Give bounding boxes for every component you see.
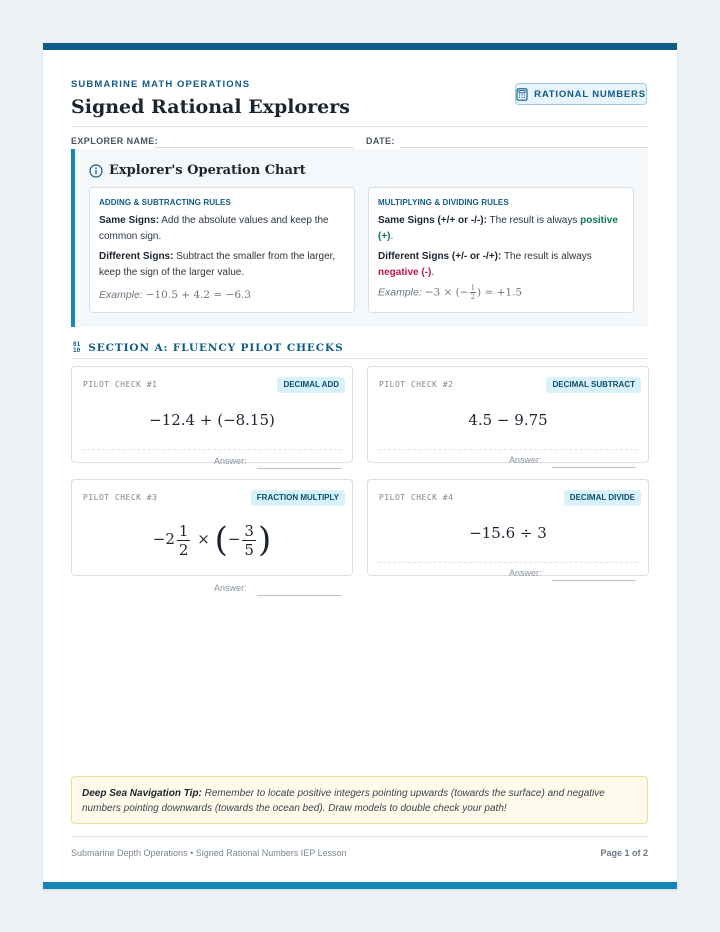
footer-lesson-title: Submarine Depth Operations • Signed Rational Numbers IEP Lesson	[71, 848, 347, 858]
mul-div-diff-rule: Different Signs (+/- or -/+): The result is always negative (-).	[378, 251, 592, 278]
tip-text: Remember to locate positive integers pointing upwards (towards the surface) and negative numbers pointing downwards (towards the ocean bed). Draw models to double check your path!	[82, 788, 605, 814]
section-a-divider	[71, 358, 648, 359]
answer-label-2: Answer:	[509, 455, 542, 465]
topic-badge-label: RATIONAL NUMBERS	[534, 88, 646, 100]
answer-divider	[378, 562, 638, 563]
pilot-check-card-1	[71, 366, 353, 463]
add-sub-example-label: Example:	[99, 289, 143, 301]
add-sub-same-text: Add the absolute values and keep the common sign.	[99, 215, 329, 242]
mixed-denominator: 2	[178, 540, 189, 559]
pilot-check-number: PILOT CHECK #2	[379, 380, 454, 389]
positive-result: positive (+)	[378, 215, 618, 242]
pilot-check-card-3	[71, 479, 353, 576]
date-label: DATE:	[366, 136, 395, 146]
add-sub-diff-text: Subtract the smaller from the larger, keep the sign of the larger value.	[99, 251, 336, 278]
left-paren: (	[214, 520, 228, 560]
info-icon	[89, 164, 103, 178]
worksheet-page	[43, 43, 677, 889]
mixed-numerator: 1	[178, 521, 189, 540]
explorer-name-label: EXPLORER NAME:	[71, 136, 159, 146]
answer-field-1[interactable]	[257, 468, 341, 469]
fraction-denominator: 5	[244, 540, 254, 559]
topic-badge	[515, 83, 647, 105]
tip-label: Deep Sea Navigation Tip:	[82, 788, 202, 799]
add-sub-same-rule	[99, 213, 345, 245]
add-sub-same-label: Same Signs:	[99, 215, 160, 226]
pilot-check-tag: DECIMAL DIVIDE	[564, 490, 641, 506]
mul-div-example-post: ) = +1.5	[477, 286, 523, 299]
mul-div-example-fraction	[470, 284, 476, 301]
operation-chart-title: Explorer's Operation Chart	[109, 163, 306, 178]
navigation-tip	[71, 776, 648, 824]
answer-divider	[82, 449, 342, 450]
answer-field-4[interactable]	[552, 580, 636, 581]
pilot-check-tag: DECIMAL ADD	[277, 377, 345, 393]
pilot-check-expression	[72, 520, 352, 560]
mul-div-same-label: Same Signs (+/+ or -/-):	[378, 215, 487, 226]
mul-div-same-text: The result is always	[489, 215, 578, 226]
page-number: Page 1 of 2	[600, 848, 648, 858]
operation-chart-header	[89, 163, 306, 178]
pilot-check-number: PILOT CHECK #4	[379, 493, 454, 502]
pilot-check-number: PILOT CHECK #1	[83, 380, 158, 389]
top-accent-bar	[43, 43, 677, 50]
mul-div-example-pre: −3 × (−	[424, 286, 469, 299]
header-kicker: SUBMARINE MATH OPERATIONS	[71, 79, 251, 90]
pilot-check-expression: −12.4 + (−8.15)	[149, 411, 275, 429]
answer-label-1: Answer:	[214, 456, 247, 466]
add-sub-example	[99, 289, 251, 301]
calculator-icon	[516, 88, 528, 101]
page-title: Signed Rational Explorers	[71, 96, 350, 118]
mul-div-example	[378, 284, 522, 301]
answer-divider	[378, 449, 638, 450]
bottom-accent-bar	[43, 882, 677, 889]
pilot-check-card-4	[367, 479, 649, 576]
pilot-check-expression: 4.5 − 9.75	[468, 411, 548, 429]
negative-sign: −	[227, 530, 241, 548]
mul-div-rules-card	[368, 187, 634, 313]
mixed-whole: −2	[152, 530, 175, 548]
mul-div-heading: MULTIPLYING & DIVIDING RULES	[378, 198, 509, 207]
add-sub-diff-label: Different Signs:	[99, 251, 174, 262]
mul-div-example-label: Example:	[378, 286, 422, 299]
fraction	[242, 522, 256, 559]
mul-div-same-rule: Same Signs (+/+ or -/-): The result is always positive (+).	[378, 215, 618, 242]
mul-div-diff-label: Different Signs (+/- or -/+):	[378, 251, 502, 262]
answer-field-3[interactable]	[257, 595, 341, 596]
pilot-check-expression: −15.6 ÷ 3	[469, 524, 547, 542]
footer-divider	[71, 836, 648, 837]
add-sub-heading: ADDING & SUBTRACTING RULES	[99, 198, 231, 207]
mul-div-diff-text: The result is always	[503, 251, 592, 262]
mixed-fraction	[177, 522, 191, 559]
mul-div-example-numerator: 1	[470, 284, 476, 292]
pilot-check-tag: FRACTION MULTIPLY	[251, 490, 345, 506]
binary-icon: 01 10	[73, 341, 81, 354]
section-a-header	[73, 342, 344, 354]
answer-field-2[interactable]	[552, 467, 636, 468]
negative-result: negative (-)	[378, 267, 432, 278]
add-sub-diff-rule	[99, 249, 345, 281]
right-paren: )	[257, 520, 272, 560]
pilot-check-card-2	[367, 366, 649, 463]
add-sub-example-expression: −10.5 + 4.2 = −6.3	[145, 289, 252, 301]
multiply-operator: ×	[197, 530, 210, 548]
answer-label-3: Answer:	[214, 583, 247, 593]
pilot-check-tag: DECIMAL SUBTRACT	[546, 377, 641, 393]
date-field[interactable]	[400, 147, 648, 148]
header-divider	[71, 126, 648, 127]
operation-chart	[71, 149, 648, 327]
section-a-title: SECTION A: FLUENCY PILOT CHECKS	[88, 342, 344, 354]
mul-div-example-denominator: 2	[470, 293, 476, 301]
answer-label-4: Answer:	[509, 568, 542, 578]
pilot-check-number: PILOT CHECK #3	[83, 493, 158, 502]
explorer-name-field[interactable]	[155, 147, 353, 148]
fraction-numerator: 3	[244, 521, 254, 540]
add-sub-rules-card	[89, 187, 355, 313]
